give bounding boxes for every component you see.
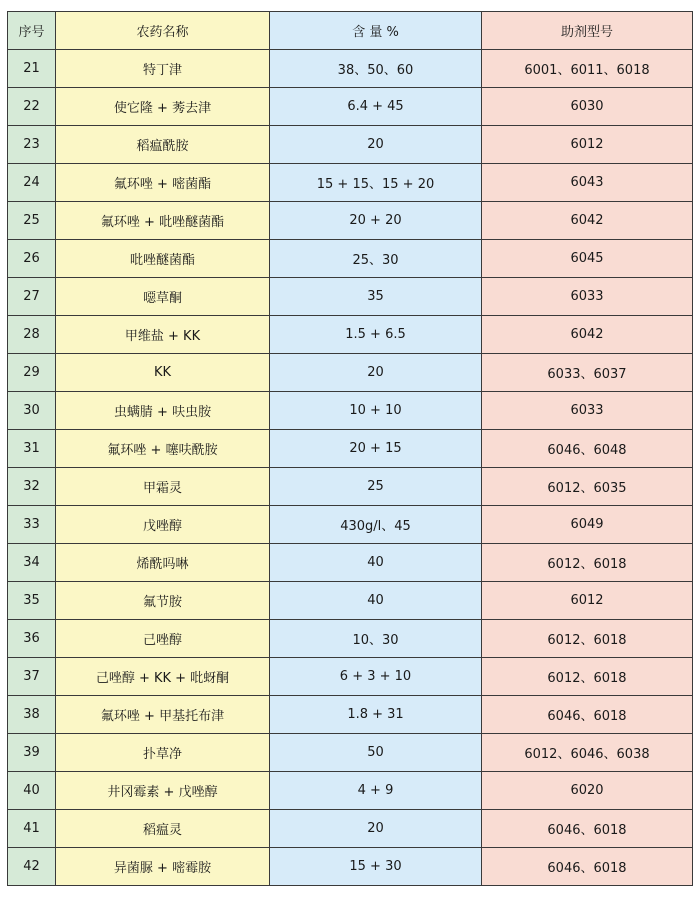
table-row — [8, 278, 693, 316]
cell-name: 甲维盐 + KK — [56, 316, 270, 354]
cell-model: 6033 — [482, 278, 693, 316]
cell-no: 40 — [8, 772, 56, 810]
table-row — [8, 658, 693, 696]
cell-content: 15 + 15、15 + 20 — [270, 164, 482, 202]
cell-content: 4 + 9 — [270, 772, 482, 810]
table-row — [8, 392, 693, 430]
header-content: 含 量 % — [270, 12, 482, 50]
cell-name: 噁草酮 — [56, 278, 270, 316]
cell-name: 扑草净 — [56, 734, 270, 772]
cell-content: 20 + 20 — [270, 202, 482, 240]
cell-no: 36 — [8, 620, 56, 658]
table-row — [8, 430, 693, 468]
cell-no: 37 — [8, 658, 56, 696]
cell-no: 23 — [8, 126, 56, 164]
cell-name: 异菌脲 + 嘧霉胺 — [56, 848, 270, 886]
cell-content: 15 + 30 — [270, 848, 482, 886]
cell-model: 6046、6018 — [482, 848, 693, 886]
table-row — [8, 164, 693, 202]
cell-no: 31 — [8, 430, 56, 468]
cell-name: 己唑醇 + KK + 吡蚜酮 — [56, 658, 270, 696]
table-row — [8, 620, 693, 658]
cell-name: 己唑醇 — [56, 620, 270, 658]
cell-model: 6049 — [482, 506, 693, 544]
cell-name: 使它隆 + 莠去津 — [56, 88, 270, 126]
cell-name: 稻瘟酰胺 — [56, 126, 270, 164]
cell-name: 虫螨腈 + 呋虫胺 — [56, 392, 270, 430]
cell-content: 6 + 3 + 10 — [270, 658, 482, 696]
cell-model: 6012、6018 — [482, 620, 693, 658]
cell-content: 10 + 10 — [270, 392, 482, 430]
cell-no: 22 — [8, 88, 56, 126]
cell-model: 6046、6018 — [482, 810, 693, 848]
table-row — [8, 126, 693, 164]
table-row — [8, 848, 693, 886]
cell-name: 氟环唑 + 嘧菌酯 — [56, 164, 270, 202]
cell-name: 甲霜灵 — [56, 468, 270, 506]
cell-model: 6012 — [482, 582, 693, 620]
cell-model: 6033、6037 — [482, 354, 693, 392]
table-row — [8, 544, 693, 582]
cell-no: 29 — [8, 354, 56, 392]
cell-model: 6012、6018 — [482, 544, 693, 582]
table-row — [8, 468, 693, 506]
table-row — [8, 202, 693, 240]
table-row — [8, 240, 693, 278]
cell-no: 30 — [8, 392, 56, 430]
cell-name: KK — [56, 354, 270, 392]
cell-content: 1.5 + 6.5 — [270, 316, 482, 354]
cell-model: 6020 — [482, 772, 693, 810]
cell-content: 38、50、60 — [270, 50, 482, 88]
cell-name: 吡唑醚菌酯 — [56, 240, 270, 278]
cell-name: 氟环唑 + 吡唑醚菌酯 — [56, 202, 270, 240]
cell-content: 35 — [270, 278, 482, 316]
cell-no: 39 — [8, 734, 56, 772]
cell-no: 38 — [8, 696, 56, 734]
cell-no: 25 — [8, 202, 56, 240]
cell-model: 6033 — [482, 392, 693, 430]
cell-model: 6046、6048 — [482, 430, 693, 468]
cell-name: 井冈霉素 + 戊唑醇 — [56, 772, 270, 810]
table-row — [8, 506, 693, 544]
cell-content: 40 — [270, 582, 482, 620]
table-row — [8, 696, 693, 734]
cell-model: 6012、6018 — [482, 658, 693, 696]
cell-model: 6042 — [482, 202, 693, 240]
cell-model: 6001、6011、6018 — [482, 50, 693, 88]
cell-content: 430g/l、45 — [270, 506, 482, 544]
cell-content: 25 — [270, 468, 482, 506]
cell-content: 20 — [270, 810, 482, 848]
cell-content: 25、30 — [270, 240, 482, 278]
cell-name: 氟环唑 + 噻呋酰胺 — [56, 430, 270, 468]
table-row — [8, 88, 693, 126]
cell-no: 26 — [8, 240, 56, 278]
table-row — [8, 734, 693, 772]
cell-content: 20 — [270, 354, 482, 392]
table-row — [8, 582, 693, 620]
table-row — [8, 772, 693, 810]
cell-content: 6.4 + 45 — [270, 88, 482, 126]
cell-name: 氟环唑 + 甲基托布津 — [56, 696, 270, 734]
cell-no: 34 — [8, 544, 56, 582]
table-row — [8, 316, 693, 354]
cell-no: 35 — [8, 582, 56, 620]
header-model: 助剂型号 — [482, 12, 693, 50]
pesticide-table — [7, 11, 693, 886]
cell-model: 6012 — [482, 126, 693, 164]
cell-no: 27 — [8, 278, 56, 316]
cell-content: 40 — [270, 544, 482, 582]
cell-name: 特丁津 — [56, 50, 270, 88]
cell-no: 21 — [8, 50, 56, 88]
cell-model: 6012、6046、6038 — [482, 734, 693, 772]
cell-name: 稻瘟灵 — [56, 810, 270, 848]
cell-content: 20 — [270, 126, 482, 164]
cell-name: 戊唑醇 — [56, 506, 270, 544]
cell-model: 6046、6018 — [482, 696, 693, 734]
cell-no: 24 — [8, 164, 56, 202]
cell-model: 6030 — [482, 88, 693, 126]
cell-no: 28 — [8, 316, 56, 354]
header-name: 农药名称 — [56, 12, 270, 50]
cell-no: 42 — [8, 848, 56, 886]
cell-model: 6043 — [482, 164, 693, 202]
cell-content: 50 — [270, 734, 482, 772]
cell-content: 1.8 + 31 — [270, 696, 482, 734]
table-row — [8, 810, 693, 848]
header-row — [8, 12, 693, 50]
cell-content: 20 + 15 — [270, 430, 482, 468]
cell-no: 33 — [8, 506, 56, 544]
header-no: 序号 — [8, 12, 56, 50]
table-row — [8, 354, 693, 392]
cell-model: 6045 — [482, 240, 693, 278]
cell-content: 10、30 — [270, 620, 482, 658]
cell-no: 41 — [8, 810, 56, 848]
cell-name: 烯酰吗啉 — [56, 544, 270, 582]
cell-name: 氟节胺 — [56, 582, 270, 620]
cell-model: 6042 — [482, 316, 693, 354]
cell-no: 32 — [8, 468, 56, 506]
table-row — [8, 50, 693, 88]
cell-model: 6012、6035 — [482, 468, 693, 506]
